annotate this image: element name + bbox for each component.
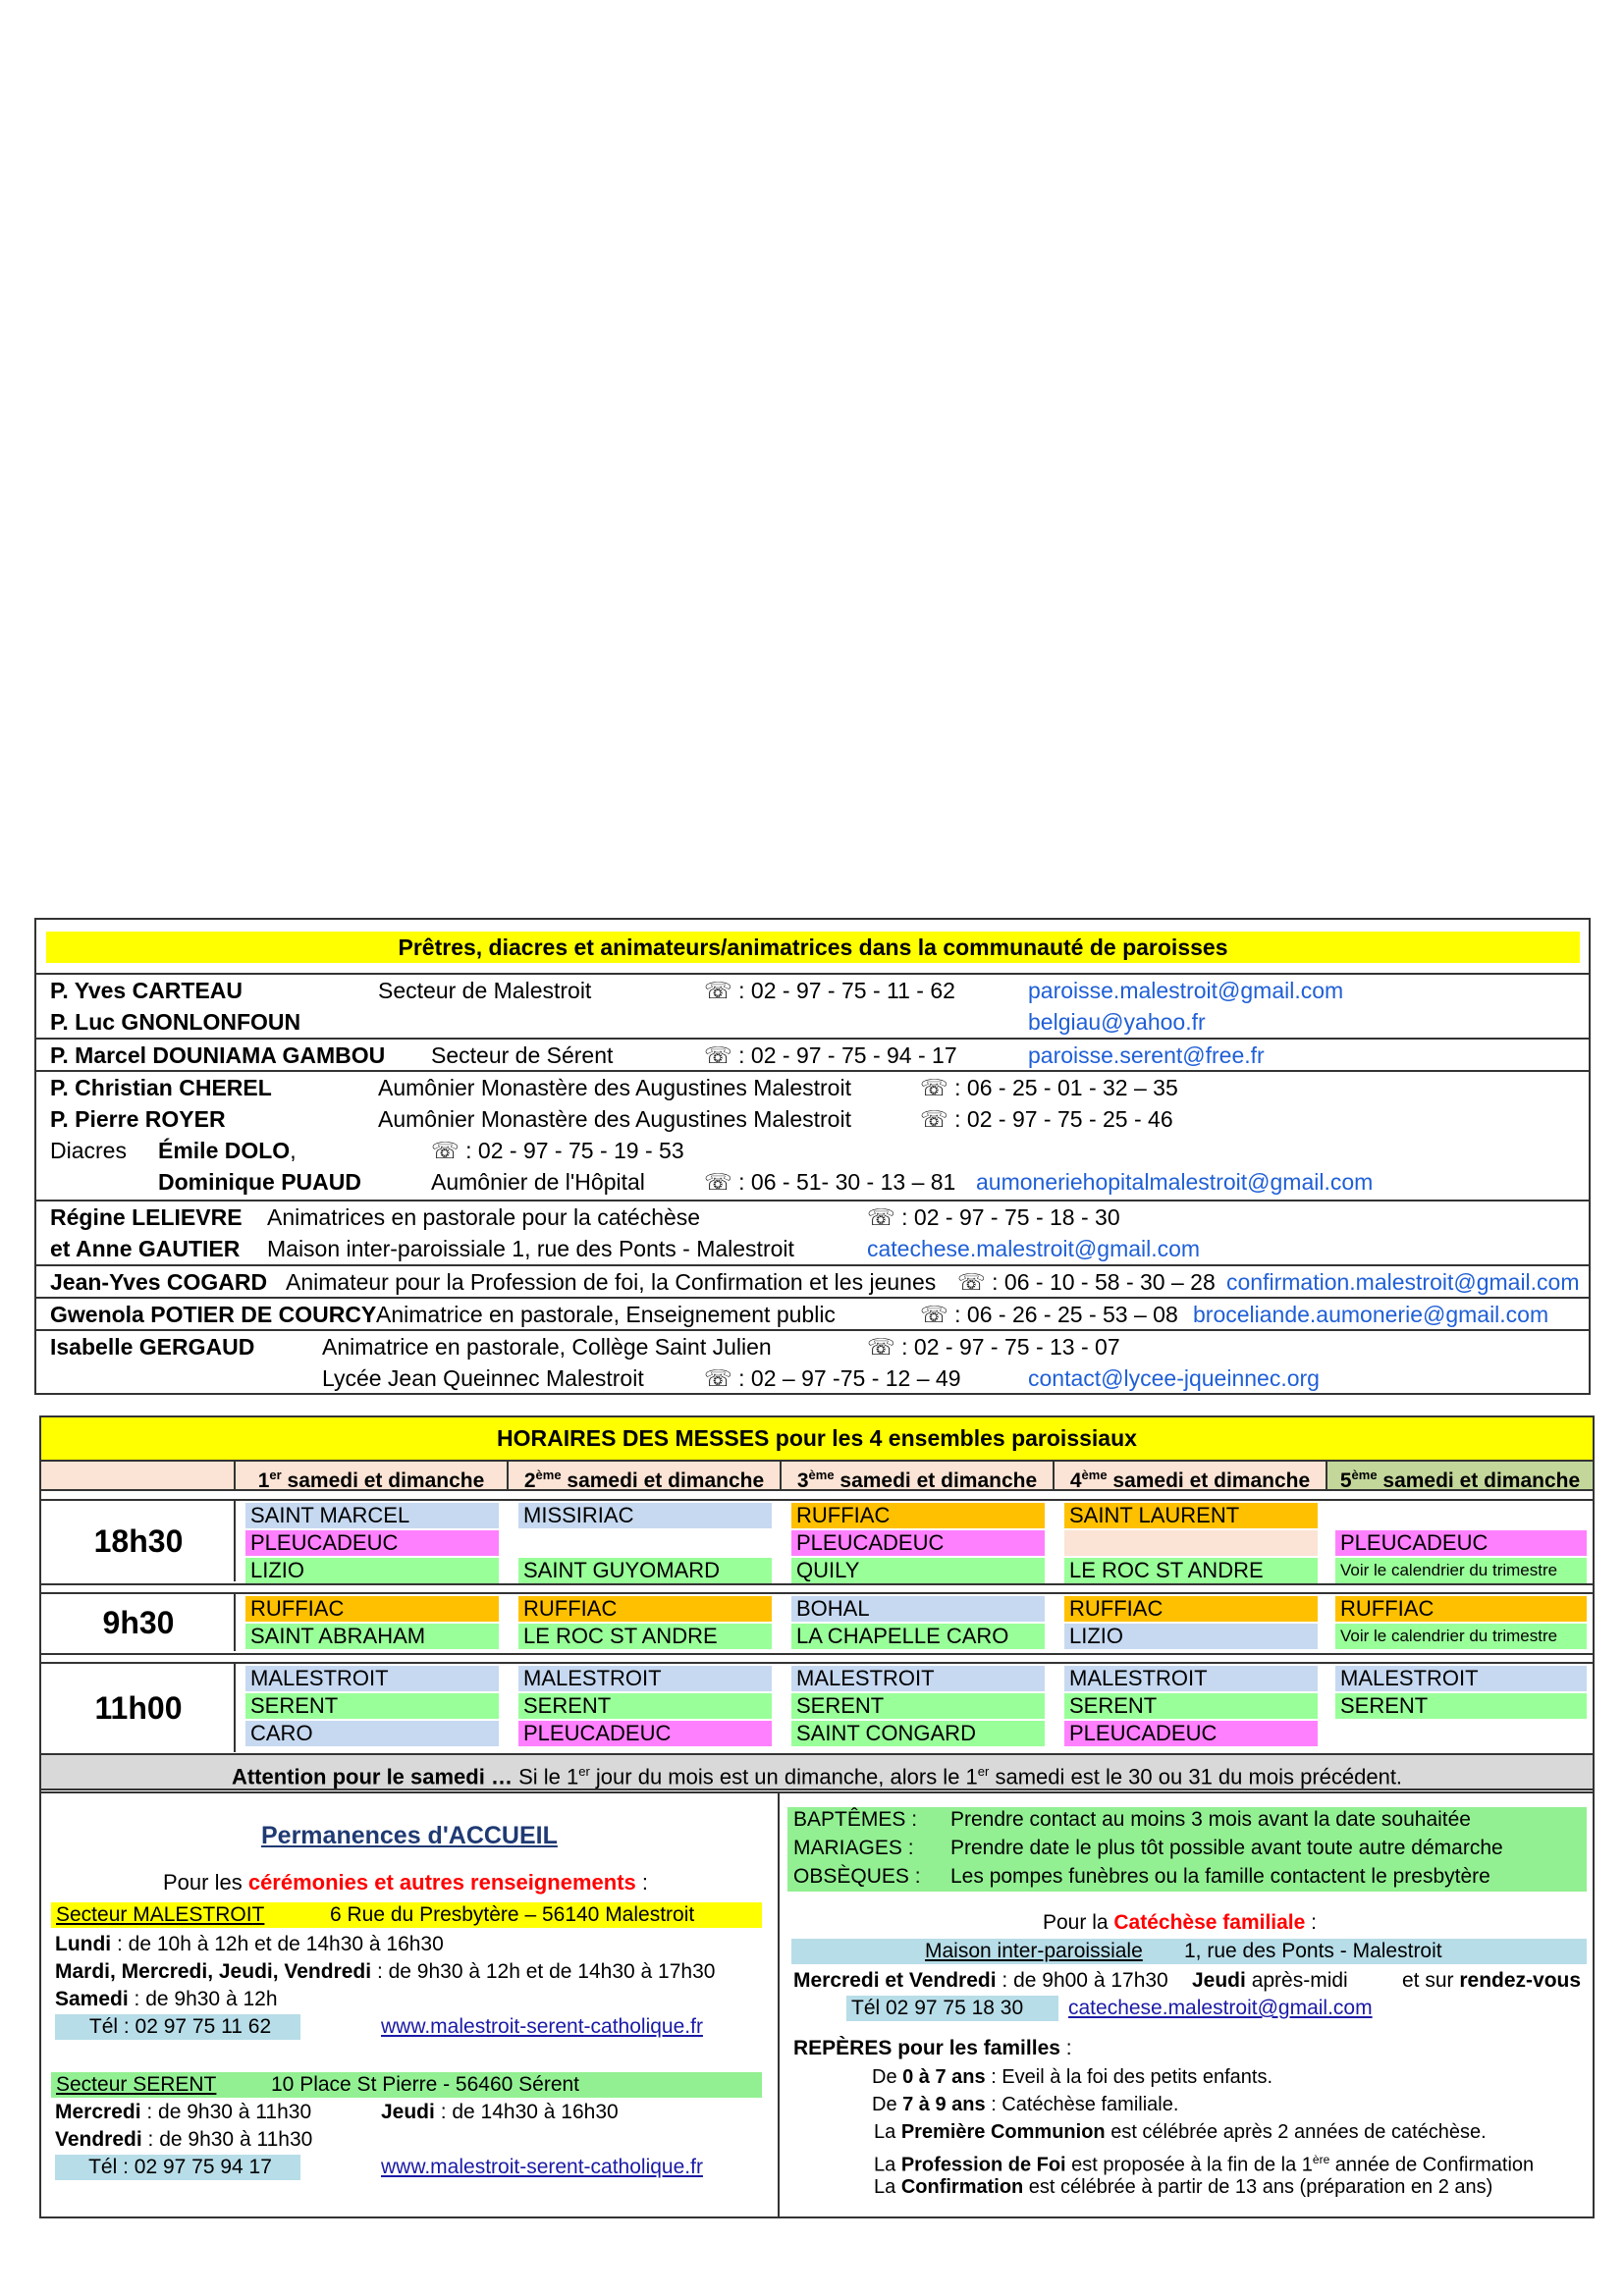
phone-number: ☏ : 02 - 97 - 75 - 13 - 07 [867,1334,1120,1360]
person-name: P. Marcel DOUNIAMA GAMBOU [50,1042,386,1068]
sector-name: Secteur SERENT [56,2073,217,2096]
person-name: Jean-Yves COGARD [50,1269,268,1295]
time-label: 18h30 [43,1501,236,1581]
sector-name: Secteur MALESTROIT [56,1903,265,1926]
reperes-line: La Première Communion est célébrée après 2 années de catéchèse. [874,2121,1487,2143]
phone-number: ☏ : 06 - 10 - 58 - 30 – 28 [957,1269,1216,1295]
email-link[interactable]: aumoneriehopitalmalestroit@gmail.com [976,1169,1374,1195]
reperes-line: De 0 à 7 ans : Eveil à la foi des petits enfants. [872,2066,1273,2088]
parish-cell: MALESTROIT [791,1666,1045,1691]
hours-line: Jeudi : de 14h30 à 16h30 [381,2101,619,2123]
website-link[interactable]: www.malestroit-serent-catholique.fr [381,2156,703,2178]
phone-number: ☏ : 02 - 97 - 75 - 11 - 62 [704,978,955,1003]
sacrament-label: BAPTÊMES : [793,1808,918,1831]
parish-cell: PLEUCADEUC [1335,1530,1587,1556]
person-role: Aumônier Monastère des Augustines Malestroit [378,1075,851,1100]
email-link[interactable]: belgiau@yahoo.fr [1028,1009,1206,1035]
parish-cell: RUFFIAC [791,1503,1045,1528]
phone-number: ☏ : 02 - 97 - 75 - 94 - 17 [704,1042,957,1068]
email-link[interactable]: paroisse.malestroit@gmail.com [1028,978,1344,1003]
sacraments-box [787,1807,1587,1892]
parish-cell: LE ROC ST ANDRE [518,1624,772,1649]
phone-number: ☏ : 02 – 97 -75 - 12 – 49 [704,1365,961,1391]
sacrament-text: Prendre date le plus tôt possible avant toute autre démarche [950,1837,1503,1859]
person-name: P. Christian CHEREL [50,1075,272,1100]
parish-cell: PLEUCADEUC [791,1530,1045,1556]
person-name: et Anne GAUTIER [50,1236,241,1261]
clergy-row-aumoniers [36,1070,1589,1137]
person-role: Maison inter-paroissiale 1, rue des Ponts - Malestroit [267,1236,794,1261]
catechese-jeudi: Jeudi après-midi [1192,1969,1348,1992]
parish-cell: MALESTROIT [245,1666,499,1691]
column-header: 5ème samedi et dimanche [1327,1462,1593,1489]
person-name: P. Yves CARTEAU [50,978,244,1003]
email-link[interactable]: confirmation.malestroit@gmail.com [1226,1269,1580,1295]
parish-cell: SAINT ABRAHAM [245,1624,499,1649]
catechese-rdv: et sur rendez-vous [1402,1969,1582,1992]
person-name: Dominique PUAUD [158,1169,361,1195]
reperes-line: La Profession de Foi est proposée à la fin de la 1ère année de Confirmation [874,2153,1535,2176]
person-role: Aumônier Monastère des Augustines Malestroit [378,1106,851,1132]
person-name: Gwenola POTIER DE COURCY [50,1302,377,1327]
calendar-note: Voir le calendrier du trimestre [1335,1558,1587,1583]
person-role: Lycée Jean Queinnec Malestroit [322,1365,644,1391]
sacrament-text: Prendre contact au moins 3 mois avant la date souhaitée [950,1808,1471,1831]
parish-cell: MALESTROIT [518,1666,772,1691]
parish-cell: SAINT LAURENT [1064,1503,1318,1528]
person-role: Secteur de Sérent [431,1042,614,1068]
sacrament-label: MARIAGES : [793,1837,914,1859]
person-name: P. Pierre ROYER [50,1106,226,1132]
parish-cell: RUFFIAC [1335,1596,1587,1622]
parish-cell: SAINT CONGARD [791,1721,1045,1746]
parish-cell: SERENT [1335,1693,1587,1719]
person-name: Isabelle GERGAUD [50,1334,255,1360]
clergy-row-diacres [36,1135,1589,1200]
mass-title: HORAIRES DES MESSES pour les 4 ensembles paroissiaux [41,1417,1593,1462]
clergy-contacts-box [34,918,1591,1395]
sector-malestroit-bar [51,1902,762,1928]
parish-cell: LE ROC ST ANDRE [1064,1558,1318,1583]
time-label: 11h00 [43,1664,236,1752]
time-label: 9h30 [43,1594,236,1651]
phone-number: ☏ : 06 - 26 - 25 - 53 – 08 [920,1302,1178,1327]
column-header: 4ème samedi et dimanche [1055,1462,1327,1489]
parish-cell: MALESTROIT [1064,1666,1318,1691]
person-role: Secteur de Malestroit [378,978,592,1003]
sector-address: 10 Place St Pierre - 56460 Sérent [271,2073,580,2096]
hours-line: Mercredi : de 9h30 à 11h30 [55,2101,312,2123]
sacrament-label: OBSÈQUES : [793,1865,921,1888]
hours-line: Mardi, Mercredi, Jeudi, Vendredi : de 9h30 à 12h et de 14h30 à 17h30 [55,1960,716,1983]
person-role: Aumônier de l'Hôpital [431,1169,645,1195]
sector-address: 6 Rue du Presbytère – 56140 Malestroit [330,1903,695,1926]
clergy-row-gergaud [36,1329,1589,1397]
parish-cell: QUILY [791,1558,1045,1583]
parish-cell: PLEUCADEUC [518,1721,772,1746]
column-header: 3ème samedi et dimanche [782,1462,1055,1489]
reperes-title: REPÈRES pour les familles : [793,2037,1072,2059]
catechese-intro: Pour la Catéchèse familiale : [1043,1911,1317,1934]
parish-cell: SERENT [518,1693,772,1719]
parish-cell-empty [1064,1530,1318,1556]
clergy-row-catechese [36,1200,1589,1266]
reperes-line: De 7 à 9 ans : Catéchèse familiale. [872,2094,1179,2115]
mass-schedule-table [39,1415,1595,1793]
email-link[interactable]: paroisse.serent@free.fr [1028,1042,1265,1068]
tel-malestroit: Tél : 02 97 75 11 62 [55,2014,300,2040]
parish-cell: CARO [245,1721,499,1746]
hours-line: Lundi : de 10h à 12h et de 14h30 à 16h30 [55,1933,444,1955]
person-role: Animateur pour la Profession de foi, la Confirmation et les jeunes [286,1269,937,1295]
maison-address: 1, rue des Ponts - Malestroit [1184,1940,1442,1962]
catechese-hours: Mercredi et Vendredi : de 9h00 à 17h30 [793,1969,1168,1992]
website-link[interactable]: www.malestroit-serent-catholique.fr [381,2015,703,2038]
email-link[interactable]: contact@lycee-jqueinnec.org [1028,1365,1320,1391]
parish-cell: SERENT [245,1693,499,1719]
hours-line: Samedi : de 9h30 à 12h [55,1988,278,2010]
attention-note: Attention pour le samedi … Si le 1er jour du mois est un dimanche, alors le 1er samedi est le 30 ou 31 du mois précédent. [41,1753,1593,1790]
person-role: Animatrices en pastorale pour la catéchèse [267,1204,701,1230]
reperes-line: La Confirmation est célébrée à partir de 13 ans (préparation en 2 ans) [874,2176,1493,2198]
header-empty-cell [41,1462,236,1489]
phone-number: ☏ : 06 - 25 - 01 - 32 – 35 [920,1075,1178,1100]
clergy-row-cogard [36,1264,1589,1299]
diacres-label: Diacres [50,1138,127,1163]
tel-serent: Tél : 02 97 75 94 17 [55,2155,300,2180]
phone-number: ☏ : 02 - 97 - 75 - 18 - 30 [867,1204,1120,1230]
phone-number: ☏ : 06 - 51- 30 - 13 – 81 [704,1169,956,1195]
parish-cell: RUFFIAC [1064,1596,1318,1622]
parish-cell: RUFFIAC [245,1596,499,1622]
person-role: Animatrice en pastorale, Collège Saint Julien [322,1334,772,1360]
parish-cell: SAINT GUYOMARD [518,1558,772,1583]
parish-cell: LIZIO [1064,1624,1318,1649]
email-link[interactable]: catechese.malestroit@gmail.com [867,1236,1201,1261]
clergy-row-serent [36,1038,1589,1072]
parish-cell: MISSIRIAC [518,1503,772,1528]
catechese-email-link[interactable]: catechese.malestroit@gmail.com [1068,1997,1373,2019]
sector-serent-bar [51,2072,762,2098]
column-header: 1er samedi et dimanche [236,1462,509,1489]
parish-cell: MALESTROIT [1335,1666,1587,1691]
hours-line: Vendredi : de 9h30 à 11h30 [55,2128,313,2151]
accueil-title: Permanences d'ACCUEIL [261,1822,558,1849]
tel-catechese: Tél 02 97 75 18 30 [846,1996,1058,2021]
parish-cell: SERENT [791,1693,1045,1719]
email-link[interactable]: broceliande.aumonerie@gmail.com [1193,1302,1549,1327]
parish-cell: PLEUCADEUC [245,1530,499,1556]
maison-bar [791,1939,1587,1964]
accueil-intro: Pour les cérémonies et autres renseignements : [163,1870,649,1895]
person-name: P. Luc GNONLONFOUN [50,1009,301,1035]
column-header: 2ème samedi et dimanche [509,1462,782,1489]
sacrament-text: Les pompes funèbres ou la famille contactent le presbytère [950,1865,1490,1888]
clergy-title: Prêtres, diacres et animateurs/animatrices dans la communauté de paroisses [46,932,1580,963]
maison-name: Maison inter-paroissiale [925,1940,1143,1962]
phone-number: ☏ : 02 - 97 - 75 - 25 - 46 [920,1106,1173,1132]
calendar-note: Voir le calendrier du trimestre [1335,1624,1587,1649]
parish-cell: SERENT [1064,1693,1318,1719]
bottom-info-box [39,1793,1595,2218]
person-role: Animatrice en pastorale, Enseignement public [376,1302,836,1327]
parish-cell: PLEUCADEUC [1064,1721,1318,1746]
parish-cell: RUFFIAC [518,1596,772,1622]
person-name: Émile DOLO, [158,1138,297,1163]
parish-cell: SAINT MARCEL [245,1503,499,1528]
clergy-row-malestroit [36,973,1589,1040]
person-name: Régine LELIEVRE [50,1204,243,1230]
clergy-row-potier [36,1297,1589,1331]
phone-number: ☏ : 02 - 97 - 75 - 19 - 53 [431,1138,684,1163]
parish-cell: LIZIO [245,1558,499,1583]
parish-cell: BOHAL [791,1596,1045,1622]
parish-cell: LA CHAPELLE CARO [791,1624,1045,1649]
